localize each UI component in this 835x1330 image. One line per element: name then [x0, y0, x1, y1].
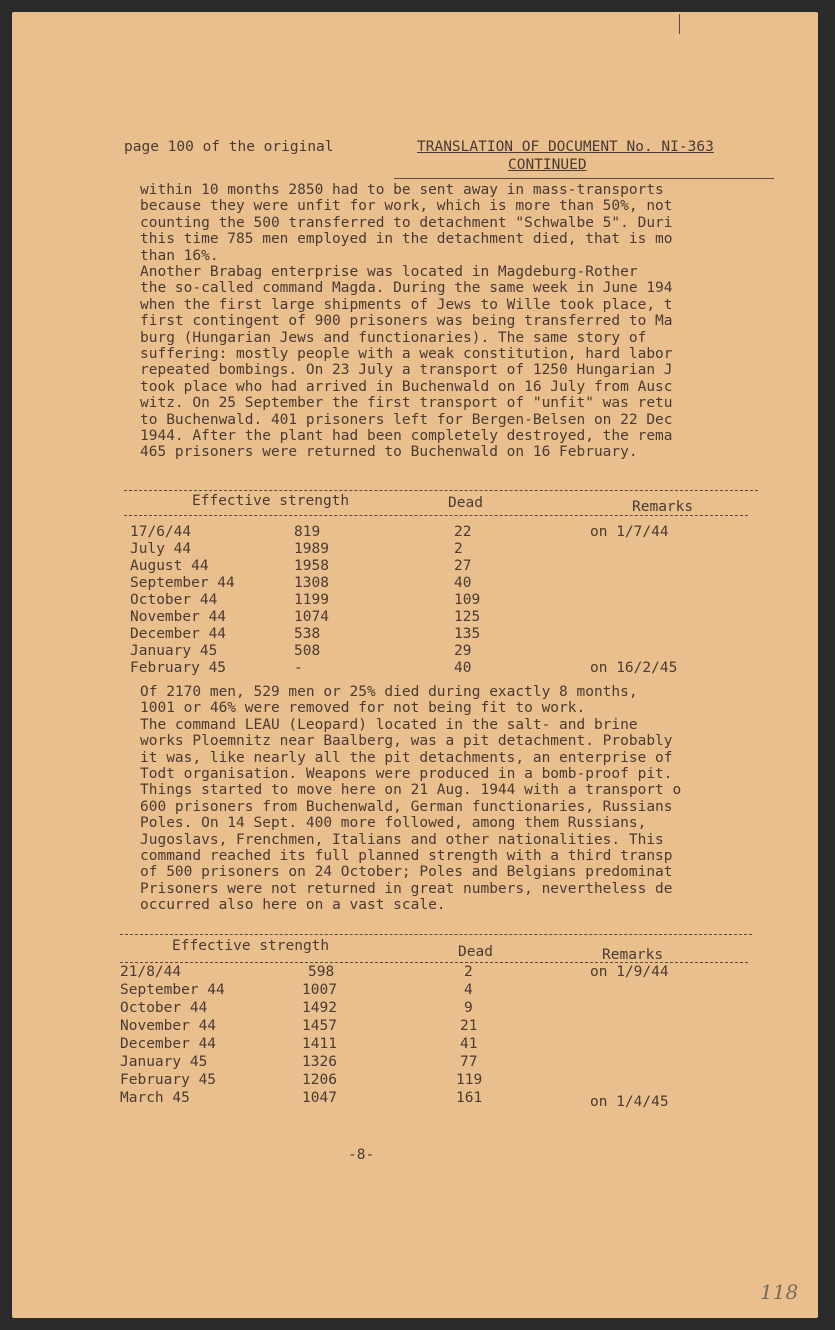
text-line: the so-called command Magda. During the same week in June 194	[140, 280, 673, 297]
cell-month: February 45	[130, 660, 227, 676]
table-row	[130, 643, 770, 660]
cell-dead: 109	[454, 592, 481, 608]
cell-month: November 44	[130, 609, 227, 625]
text-line: repeated bombings. On 23 July a transport of 1250 Hungarian J	[140, 362, 673, 379]
cell-remarks: on 16/2/45	[590, 660, 678, 676]
text-line: 600 prisoners from Buchenwald, German functionaries, Russians	[140, 798, 673, 815]
table-row	[130, 524, 770, 541]
column-header-dead: Dead	[448, 495, 483, 511]
cell-dead: 2	[454, 541, 463, 557]
cell-remarks: on 1/9/44	[590, 964, 669, 980]
table-row	[120, 1090, 760, 1110]
cell-remarks: on 1/7/44	[590, 524, 669, 540]
cell-month: January 45	[130, 643, 218, 659]
original-page-reference: page 100 of the original	[124, 139, 334, 155]
table-row	[130, 626, 770, 643]
page-number: -8-	[348, 1147, 375, 1163]
cell-month: September 44	[120, 982, 225, 998]
table-row	[120, 964, 760, 981]
cell-effective: 1074	[294, 609, 329, 625]
table-row	[130, 609, 770, 626]
text-line: than 16%.	[140, 247, 219, 264]
text-line: of 500 prisoners on 24 October; Poles and Belgians predominat	[140, 864, 673, 881]
document-page	[12, 12, 818, 1318]
text-line: because they were unfit for work, which is more than 50%, not	[140, 198, 673, 215]
text-line: burg (Hungarian Jews and functionaries). The same story of	[140, 329, 647, 346]
cell-month: September 44	[130, 575, 235, 591]
cell-month: 17/6/44	[130, 524, 192, 540]
column-header-effective-strength: Effective strength	[172, 938, 330, 954]
cell-dead: 125	[454, 609, 481, 625]
column-header-effective-strength: Effective strength	[192, 493, 350, 509]
cell-remarks: on 1/4/45	[590, 1094, 669, 1110]
text-line: took place who had arrived in Buchenwald on 16 July from Ausc	[140, 378, 673, 395]
cell-effective: 1047	[302, 1090, 337, 1106]
cell-dead: 4	[464, 982, 473, 998]
cell-effective: 819	[294, 524, 321, 540]
text-line: Jugoslavs, Frenchmen, Italians and other nationalities. This	[140, 831, 664, 848]
cell-month: January 45	[120, 1054, 208, 1070]
cell-month: November 44	[120, 1018, 217, 1034]
cell-dead: 27	[454, 558, 472, 574]
cell-effective: 538	[294, 626, 321, 642]
cell-dead: 22	[454, 524, 472, 540]
column-header-remarks: Remarks	[632, 499, 694, 515]
text-line: Of 2170 men, 529 men or 25% died during exactly 8 months,	[140, 684, 638, 700]
cell-dead: 161	[456, 1090, 483, 1106]
text-line: to Buchenwald. 401 prisoners left for Bergen-Belsen on 22 Dec	[140, 411, 673, 428]
text-line: first contingent of 900 prisoners was being transferred to Ma	[140, 313, 673, 330]
table-rule-top	[120, 934, 752, 935]
cell-dead: 135	[454, 626, 481, 642]
cell-effective: 1326	[302, 1054, 337, 1070]
table-row	[120, 1072, 760, 1089]
cell-month: March 45	[120, 1090, 190, 1106]
document-title: TRANSLATION OF DOCUMENT No. NI-363	[417, 139, 714, 155]
text-line: 1944. After the plant had been completely destroyed, the rema	[140, 427, 673, 444]
cell-effective: 1989	[294, 541, 329, 557]
cell-dead: 2	[464, 964, 473, 980]
paragraph-2	[140, 264, 780, 461]
cell-month: October 44	[130, 592, 218, 608]
paragraph-3	[140, 684, 780, 913]
cell-effective: 1199	[294, 592, 329, 608]
text-line: this time 785 men employed in the detachment died, that is mo	[140, 231, 673, 248]
cell-dead: 40	[454, 575, 472, 591]
table-row	[130, 541, 770, 558]
header-rule	[394, 178, 774, 179]
table-row	[130, 575, 770, 592]
cell-effective: 598	[308, 964, 335, 980]
cell-effective: 1308	[294, 575, 329, 591]
table-row	[130, 660, 770, 677]
table-row	[120, 1018, 760, 1035]
text-line: when the first large shipments of Jews to Wille took place, t	[140, 296, 673, 313]
cell-dead: 21	[460, 1018, 478, 1034]
cell-dead: 119	[456, 1072, 483, 1088]
document-subtitle: CONTINUED	[508, 157, 587, 173]
cell-effective: -	[294, 660, 303, 676]
text-line: 465 prisoners were returned to Buchenwald on 16 February.	[140, 444, 638, 461]
cell-dead: 41	[460, 1036, 478, 1052]
text-line: works Ploemnitz near Baalberg, was a pit detachment. Probably	[140, 733, 673, 750]
cell-dead: 29	[454, 643, 472, 659]
table-rule-header	[124, 515, 748, 516]
cell-month: August 44	[130, 558, 209, 574]
table-row	[130, 558, 770, 575]
text-line: counting the 500 transferred to detachment "Schwalbe 5". Duri	[140, 214, 673, 231]
cell-month: December 44	[130, 626, 227, 642]
cell-effective: 1492	[302, 1000, 337, 1016]
text-line: suffering: mostly people with a weak constitution, hard labor	[140, 345, 673, 362]
text-line: occurred also here on a vast scale.	[140, 897, 446, 914]
cell-month: 21/8/44	[120, 964, 182, 980]
text-line: 1001 or 46% were removed for not being fit to work.	[140, 700, 586, 717]
cell-effective: 1457	[302, 1018, 337, 1034]
cell-effective: 1007	[302, 982, 337, 998]
pencil-mark	[679, 14, 680, 34]
column-header-dead: Dead	[458, 944, 493, 960]
table-row	[120, 1054, 760, 1071]
text-line: it was, like nearly all the pit detachments, an enterprise of	[140, 749, 673, 766]
table-rule-header	[120, 962, 748, 963]
cell-dead: 77	[460, 1054, 478, 1070]
table-rule-top	[124, 490, 758, 491]
handwritten-folio-number: 118	[760, 1280, 799, 1304]
text-line: command reached its full planned strength with a third transp	[140, 847, 673, 864]
table-row	[120, 982, 760, 999]
text-line: Todt organisation. Weapons were produced in a bomb-proof pit.	[140, 765, 673, 782]
column-header-remarks: Remarks	[602, 947, 664, 963]
cell-month: December 44	[120, 1036, 217, 1052]
table-row	[120, 1036, 760, 1053]
text-line: Poles. On 14 Sept. 400 more followed, among them Russians,	[140, 815, 647, 832]
paragraph-1	[140, 182, 780, 264]
cell-effective: 1411	[302, 1036, 337, 1052]
text-line: The command LEAU (Leopard) located in the salt- and brine	[140, 716, 638, 733]
text-line: within 10 months 2850 had to be sent away in mass-transports	[140, 182, 664, 198]
cell-effective: 1958	[294, 558, 329, 574]
text-line: witz. On 25 September the first transport of "unfit" was retu	[140, 395, 673, 412]
cell-effective: 508	[294, 643, 321, 659]
cell-dead: 40	[454, 660, 472, 676]
table-row	[130, 592, 770, 609]
cell-month: October 44	[120, 1000, 208, 1016]
cell-month: February 45	[120, 1072, 217, 1088]
table-row	[120, 1000, 760, 1017]
cell-effective: 1206	[302, 1072, 337, 1088]
text-line: Another Brabag enterprise was located in Magdeburg-Rother	[140, 264, 638, 280]
text-line: Prisoners were not returned in great numbers, nevertheless de	[140, 880, 673, 897]
cell-month: July 44	[130, 541, 192, 557]
text-line: Things started to move here on 21 Aug. 1944 with a transport o	[140, 782, 682, 799]
cell-dead: 9	[464, 1000, 473, 1016]
